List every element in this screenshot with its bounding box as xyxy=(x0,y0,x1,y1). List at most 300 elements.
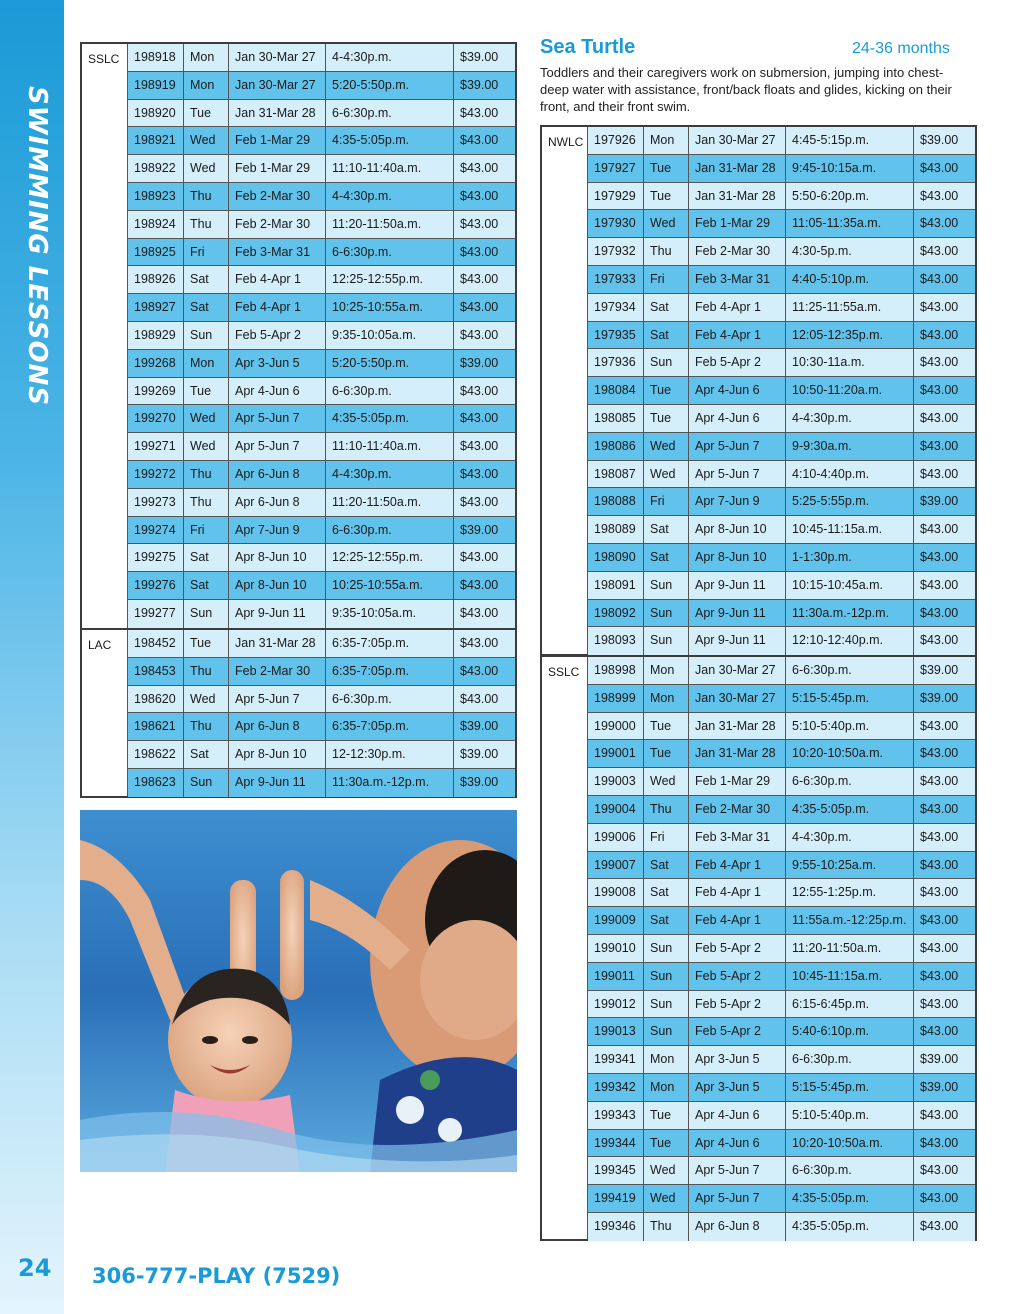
class-code: 198621 xyxy=(128,713,184,740)
table-row xyxy=(588,572,975,600)
class-time: 10:20-10:50a.m. xyxy=(786,1130,914,1157)
table-row xyxy=(588,627,975,655)
table-row xyxy=(128,544,515,572)
photo-baby-swimming xyxy=(80,810,517,1172)
class-price: $43.00 xyxy=(460,439,499,454)
class-code: 199001 xyxy=(588,740,644,767)
class-price: $43.00 xyxy=(460,300,499,315)
table-row xyxy=(128,155,515,183)
class-dates: Feb 2-Mar 30 xyxy=(689,796,786,823)
table-row xyxy=(128,211,515,239)
class-time: 4:35-5:05p.m. xyxy=(326,127,454,154)
class-dates: Feb 5-Apr 2 xyxy=(689,349,786,376)
table-rows xyxy=(128,630,515,797)
class-code: 197930 xyxy=(588,210,644,237)
class-day: Sun xyxy=(644,600,689,627)
class-day: Sat xyxy=(184,741,229,768)
class-time: 4-4:30p.m. xyxy=(326,461,454,488)
class-price: $39.00 xyxy=(920,663,959,677)
class-price: $43.00 xyxy=(460,383,499,398)
class-price: $43.00 xyxy=(920,968,959,983)
class-time: 5:10-5:40p.m. xyxy=(786,1102,914,1129)
class-day: Tue xyxy=(644,1130,689,1157)
class-code: 197932 xyxy=(588,238,644,265)
class-code: 198087 xyxy=(588,461,644,488)
class-dates: Apr 8-Jun 10 xyxy=(689,544,786,571)
class-dates: Apr 4-Jun 6 xyxy=(689,377,786,404)
class-dates: Apr 6-Jun 8 xyxy=(229,713,326,740)
table-row xyxy=(128,294,515,322)
class-price: $43.00 xyxy=(460,494,499,509)
class-dates: Jan 30-Mar 27 xyxy=(689,657,786,684)
table-row xyxy=(128,741,515,769)
class-code: 197926 xyxy=(588,127,644,154)
class-day: Mon xyxy=(644,685,689,712)
class-time: 4:35-5:05p.m. xyxy=(786,1185,914,1212)
table-row xyxy=(128,489,515,517)
class-code: 198920 xyxy=(128,100,184,127)
class-price: $43.00 xyxy=(460,161,499,176)
class-dates: Jan 31-Mar 28 xyxy=(689,740,786,767)
class-day: Wed xyxy=(184,405,229,432)
class-day: Mon xyxy=(184,72,229,99)
class-code: 199006 xyxy=(588,824,644,851)
table-row xyxy=(128,100,515,128)
class-price: $43.00 xyxy=(920,885,959,900)
table-row xyxy=(128,322,515,350)
table-row xyxy=(588,405,975,433)
class-day: Sun xyxy=(644,963,689,990)
class-time: 10:50-11:20a.m. xyxy=(786,377,914,404)
class-code: 199275 xyxy=(128,544,184,571)
table-row xyxy=(128,572,515,600)
class-code: 198452 xyxy=(128,630,184,657)
class-price: $43.00 xyxy=(920,522,959,537)
class-dates: Feb 4-Apr 1 xyxy=(229,294,326,321)
class-code: 198926 xyxy=(128,266,184,293)
class-time: 11:20-11:50a.m. xyxy=(326,489,454,516)
class-dates: Jan 31-Mar 28 xyxy=(229,630,326,657)
table-row xyxy=(128,183,515,211)
class-day: Thu xyxy=(184,211,229,238)
class-code: 198085 xyxy=(588,405,644,432)
class-code: 199003 xyxy=(588,768,644,795)
class-code: 198084 xyxy=(588,377,644,404)
class-day: Tue xyxy=(644,377,689,404)
class-time: 10:20-10:50a.m. xyxy=(786,740,914,767)
class-title: Sea Turtle xyxy=(540,36,636,58)
table-row xyxy=(588,377,975,405)
class-time: 6-6:30p.m. xyxy=(326,686,454,713)
class-dates: Feb 2-Mar 30 xyxy=(689,238,786,265)
schedule-table-left-sslc xyxy=(80,42,517,630)
class-code: 198999 xyxy=(588,685,644,712)
class-day: Fri xyxy=(644,488,689,515)
class-code: 198622 xyxy=(128,741,184,768)
class-dates: Apr 6-Jun 8 xyxy=(689,1213,786,1241)
class-price: $39.00 xyxy=(460,77,499,92)
class-day: Wed xyxy=(184,433,229,460)
class-time: 5:50-6:20p.m. xyxy=(786,183,914,210)
class-price: $43.00 xyxy=(920,244,959,259)
class-price: $43.00 xyxy=(920,913,959,928)
class-time: 6:15-6:45p.m. xyxy=(786,991,914,1018)
class-price: $43.00 xyxy=(920,718,959,733)
class-code: 199419 xyxy=(588,1185,644,1212)
class-price: $43.00 xyxy=(460,244,499,259)
class-dates: Apr 8-Jun 10 xyxy=(689,516,786,543)
class-time: 6-6:30p.m. xyxy=(786,657,914,684)
table-row xyxy=(588,1157,975,1185)
table-rows xyxy=(128,44,515,628)
class-day: Wed xyxy=(644,768,689,795)
class-time: 10:15-10:45a.m. xyxy=(786,572,914,599)
class-code: 197934 xyxy=(588,294,644,321)
class-code: 199271 xyxy=(128,433,184,460)
class-time: 4-4:30p.m. xyxy=(786,405,914,432)
class-time: 11:25-11:55a.m. xyxy=(786,294,914,321)
class-dates: Apr 9-Jun 11 xyxy=(229,769,326,797)
class-time: 4:40-5:10p.m. xyxy=(786,266,914,293)
table-row xyxy=(128,266,515,294)
class-day: Thu xyxy=(644,1213,689,1241)
class-price: $43.00 xyxy=(920,577,959,592)
class-price: $43.00 xyxy=(460,636,499,650)
class-day: Wed xyxy=(184,127,229,154)
class-price: $43.00 xyxy=(460,411,499,426)
class-day: Sun xyxy=(184,769,229,797)
table-row xyxy=(588,600,975,628)
class-price: $43.00 xyxy=(920,996,959,1011)
class-time: 9:45-10:15a.m. xyxy=(786,155,914,182)
class-price: $43.00 xyxy=(460,578,499,593)
class-price: $39.00 xyxy=(460,747,499,762)
class-day: Thu xyxy=(644,796,689,823)
class-time: 5:15-5:45p.m. xyxy=(786,685,914,712)
class-dates: Apr 8-Jun 10 xyxy=(229,572,326,599)
table-row xyxy=(588,349,975,377)
class-price: $43.00 xyxy=(920,299,959,314)
class-code: 198918 xyxy=(128,44,184,71)
class-code: 199346 xyxy=(588,1213,644,1241)
class-day: Wed xyxy=(184,155,229,182)
table-row xyxy=(588,935,975,963)
class-dates: Jan 31-Mar 28 xyxy=(689,713,786,740)
class-day: Sat xyxy=(184,572,229,599)
class-dates: Apr 8-Jun 10 xyxy=(229,544,326,571)
phone-number[interactable]: 306-777-PLAY (7529) xyxy=(92,1264,341,1288)
class-dates: Feb 1-Mar 29 xyxy=(229,127,326,154)
location-label: SSLC xyxy=(542,657,588,1239)
class-dates: Feb 3-Mar 31 xyxy=(229,239,326,266)
class-price: $39.00 xyxy=(460,522,499,537)
table-row xyxy=(588,266,975,294)
age-range: 24-36 months xyxy=(852,40,950,57)
table-row xyxy=(588,740,975,768)
class-day: Sat xyxy=(184,294,229,321)
class-dates: Feb 4-Apr 1 xyxy=(689,879,786,906)
class-code: 198453 xyxy=(128,658,184,685)
class-dates: Apr 9-Jun 11 xyxy=(689,627,786,655)
table-row xyxy=(588,1130,975,1158)
class-day: Wed xyxy=(644,1157,689,1184)
class-dates: Feb 4-Apr 1 xyxy=(689,852,786,879)
class-dates: Jan 30-Mar 27 xyxy=(229,44,326,71)
class-time: 6-6:30p.m. xyxy=(326,239,454,266)
class-code: 199345 xyxy=(588,1157,644,1184)
class-price: $43.00 xyxy=(460,105,499,120)
class-day: Tue xyxy=(644,713,689,740)
table-row xyxy=(588,544,975,572)
class-day: Sat xyxy=(644,294,689,321)
class-price: $43.00 xyxy=(920,383,959,398)
class-day: Thu xyxy=(184,489,229,516)
class-code: 197929 xyxy=(588,183,644,210)
class-price: $43.00 xyxy=(920,355,959,370)
table-row xyxy=(588,685,975,713)
class-day: Wed xyxy=(644,1185,689,1212)
class-day: Sat xyxy=(184,544,229,571)
class-day: Tue xyxy=(644,155,689,182)
class-dates: Feb 1-Mar 29 xyxy=(689,210,786,237)
section-title: SWIMMING LESSONS xyxy=(22,86,52,407)
schedule-table-right-sslc xyxy=(540,655,977,1241)
class-price: $39.00 xyxy=(920,690,959,705)
class-day: Tue xyxy=(644,183,689,210)
class-code: 198929 xyxy=(128,322,184,349)
class-day: Wed xyxy=(644,461,689,488)
class-code: 199273 xyxy=(128,489,184,516)
table-row xyxy=(128,127,515,155)
class-price: $43.00 xyxy=(460,188,499,203)
class-dates: Jan 30-Mar 27 xyxy=(689,127,786,154)
class-day: Mon xyxy=(184,350,229,377)
class-dates: Feb 2-Mar 30 xyxy=(229,183,326,210)
class-time: 10:30-11a.m. xyxy=(786,349,914,376)
location-label: SSLC xyxy=(82,44,128,628)
class-day: Fri xyxy=(184,239,229,266)
class-time: 11:05-11:35a.m. xyxy=(786,210,914,237)
class-price: $43.00 xyxy=(920,410,959,425)
class-day: Tue xyxy=(184,100,229,127)
class-code: 198092 xyxy=(588,600,644,627)
class-code: 199343 xyxy=(588,1102,644,1129)
class-price: $43.00 xyxy=(920,549,959,564)
class-code: 199008 xyxy=(588,879,644,906)
table-row xyxy=(128,72,515,100)
class-time: 10:45-11:15a.m. xyxy=(786,516,914,543)
class-dates: Feb 5-Apr 2 xyxy=(689,963,786,990)
class-time: 4:35-5:05p.m. xyxy=(326,405,454,432)
class-dates: Apr 4-Jun 6 xyxy=(689,405,786,432)
class-dates: Apr 3-Jun 5 xyxy=(689,1046,786,1073)
class-price: $43.00 xyxy=(460,691,499,706)
class-time: 11:55a.m.-12:25p.m. xyxy=(786,907,914,934)
class-code: 199272 xyxy=(128,461,184,488)
class-day: Sun xyxy=(184,600,229,628)
class-code: 199010 xyxy=(588,935,644,962)
table-row xyxy=(588,238,975,266)
class-time: 4:45-5:15p.m. xyxy=(786,127,914,154)
table-row xyxy=(128,378,515,406)
class-day: Sun xyxy=(644,1018,689,1045)
class-time: 4-4:30p.m. xyxy=(326,183,454,210)
class-price: $43.00 xyxy=(920,857,959,872)
class-day: Sat xyxy=(644,516,689,543)
class-day: Tue xyxy=(184,630,229,657)
class-price: $43.00 xyxy=(460,663,499,678)
class-code: 199013 xyxy=(588,1018,644,1045)
table-row xyxy=(588,155,975,183)
class-dates: Feb 4-Apr 1 xyxy=(689,907,786,934)
class-time: 6:35-7:05p.m. xyxy=(326,658,454,685)
class-dates: Jan 31-Mar 28 xyxy=(689,183,786,210)
class-dates: Apr 5-Jun 7 xyxy=(229,433,326,460)
class-dates: Feb 5-Apr 2 xyxy=(689,991,786,1018)
class-price: $43.00 xyxy=(920,746,959,761)
class-day: Fri xyxy=(644,824,689,851)
class-time: 6:35-7:05p.m. xyxy=(326,713,454,740)
table-row xyxy=(128,461,515,489)
class-price: $43.00 xyxy=(920,605,959,620)
class-day: Wed xyxy=(644,210,689,237)
class-time: 11:20-11:50a.m. xyxy=(786,935,914,962)
class-code: 198925 xyxy=(128,239,184,266)
class-price: $43.00 xyxy=(920,940,959,955)
location-label: LAC xyxy=(82,630,128,796)
class-code: 198088 xyxy=(588,488,644,515)
class-dates: Apr 9-Jun 11 xyxy=(689,600,786,627)
table-row xyxy=(588,879,975,907)
class-dates: Apr 7-Jun 9 xyxy=(689,488,786,515)
class-price: $43.00 xyxy=(920,1135,959,1150)
class-time: 12:25-12:55p.m. xyxy=(326,544,454,571)
class-code: 199000 xyxy=(588,713,644,740)
class-day: Sun xyxy=(184,322,229,349)
class-time: 11:30a.m.-12p.m. xyxy=(786,600,914,627)
class-day: Sat xyxy=(644,544,689,571)
class-dates: Jan 31-Mar 28 xyxy=(689,155,786,182)
class-time: 12:55-1:25p.m. xyxy=(786,879,914,906)
class-day: Wed xyxy=(184,686,229,713)
class-dates: Feb 4-Apr 1 xyxy=(689,294,786,321)
class-time: 6-6:30p.m. xyxy=(326,100,454,127)
class-dates: Apr 3-Jun 5 xyxy=(229,350,326,377)
page-number: 24 xyxy=(18,1254,52,1282)
table-rows xyxy=(588,127,975,655)
class-dates: Feb 5-Apr 2 xyxy=(689,935,786,962)
class-dates: Feb 1-Mar 29 xyxy=(689,768,786,795)
class-price: $39.00 xyxy=(460,774,499,789)
sidebar xyxy=(0,0,64,1314)
class-time: 4:30-5p.m. xyxy=(786,238,914,265)
table-row xyxy=(588,963,975,991)
class-dates: Feb 4-Apr 1 xyxy=(229,266,326,293)
class-price: $43.00 xyxy=(920,1191,959,1206)
table-row xyxy=(128,405,515,433)
schedule-table-right-nwlc xyxy=(540,125,977,656)
class-dates: Feb 3-Mar 31 xyxy=(689,266,786,293)
class-description: Toddlers and their caregivers work on submersion, jumping into chest-deep water with assistance, front/back floats and glides, kicking on their front, and their front swim. xyxy=(540,65,952,114)
class-price: $43.00 xyxy=(920,327,959,342)
table-row xyxy=(128,658,515,686)
class-dates: Apr 4-Jun 6 xyxy=(229,378,326,405)
class-time: 9-9:30a.m. xyxy=(786,433,914,460)
class-code: 199011 xyxy=(588,963,644,990)
class-time: 6-6:30p.m. xyxy=(786,1157,914,1184)
class-time: 4:35-5:05p.m. xyxy=(786,1213,914,1241)
table-row xyxy=(588,433,975,461)
class-dates: Apr 3-Jun 5 xyxy=(689,1074,786,1101)
class-price: $43.00 xyxy=(920,160,959,175)
class-code: 199269 xyxy=(128,378,184,405)
class-time: 4-4:30p.m. xyxy=(326,44,454,71)
table-row xyxy=(588,210,975,238)
table-row xyxy=(128,713,515,741)
table-row xyxy=(588,183,975,211)
table-row xyxy=(588,657,975,685)
table-row xyxy=(588,991,975,1019)
class-price: $39.00 xyxy=(460,355,499,370)
table-row xyxy=(588,824,975,852)
class-code: 199270 xyxy=(128,405,184,432)
table-row xyxy=(128,239,515,267)
table-row xyxy=(588,1074,975,1102)
class-price: $43.00 xyxy=(460,133,499,148)
class-time: 11:10-11:40a.m. xyxy=(326,433,454,460)
class-price: $43.00 xyxy=(460,216,499,231)
class-price: $43.00 xyxy=(460,272,499,287)
table-row xyxy=(588,796,975,824)
class-price: $43.00 xyxy=(920,271,959,286)
class-dates: Jan 30-Mar 27 xyxy=(689,685,786,712)
class-dates: Apr 7-Jun 9 xyxy=(229,517,326,544)
class-price: $43.00 xyxy=(460,327,499,342)
class-price: $43.00 xyxy=(920,188,959,203)
class-day: Mon xyxy=(644,657,689,684)
class-day: Thu xyxy=(184,461,229,488)
class-code: 199004 xyxy=(588,796,644,823)
class-dates: Jan 30-Mar 27 xyxy=(229,72,326,99)
table-row xyxy=(588,907,975,935)
class-day: Tue xyxy=(644,405,689,432)
table-row xyxy=(588,127,975,155)
class-dates: Apr 6-Jun 8 xyxy=(229,489,326,516)
class-code: 198927 xyxy=(128,294,184,321)
class-day: Sun xyxy=(644,935,689,962)
class-time: 5:40-6:10p.m. xyxy=(786,1018,914,1045)
swimming-photo-illustration xyxy=(80,810,517,1172)
class-dates: Apr 5-Jun 7 xyxy=(689,433,786,460)
class-price: $43.00 xyxy=(920,438,959,453)
class-dates: Apr 6-Jun 8 xyxy=(229,461,326,488)
class-dates: Jan 31-Mar 28 xyxy=(229,100,326,127)
class-dates: Feb 5-Apr 2 xyxy=(689,1018,786,1045)
class-time: 9:35-10:05a.m. xyxy=(326,322,454,349)
class-code: 198091 xyxy=(588,572,644,599)
class-price: $43.00 xyxy=(920,466,959,481)
class-dates: Feb 2-Mar 30 xyxy=(229,658,326,685)
class-dates: Feb 3-Mar 31 xyxy=(689,824,786,851)
class-day: Fri xyxy=(184,517,229,544)
class-dates: Apr 4-Jun 6 xyxy=(689,1130,786,1157)
class-price: $39.00 xyxy=(920,133,959,147)
class-time: 10:25-10:55a.m. xyxy=(326,294,454,321)
class-code: 198919 xyxy=(128,72,184,99)
class-code: 198086 xyxy=(588,433,644,460)
class-code: 198090 xyxy=(588,544,644,571)
class-time: 5:20-5:50p.m. xyxy=(326,72,454,99)
